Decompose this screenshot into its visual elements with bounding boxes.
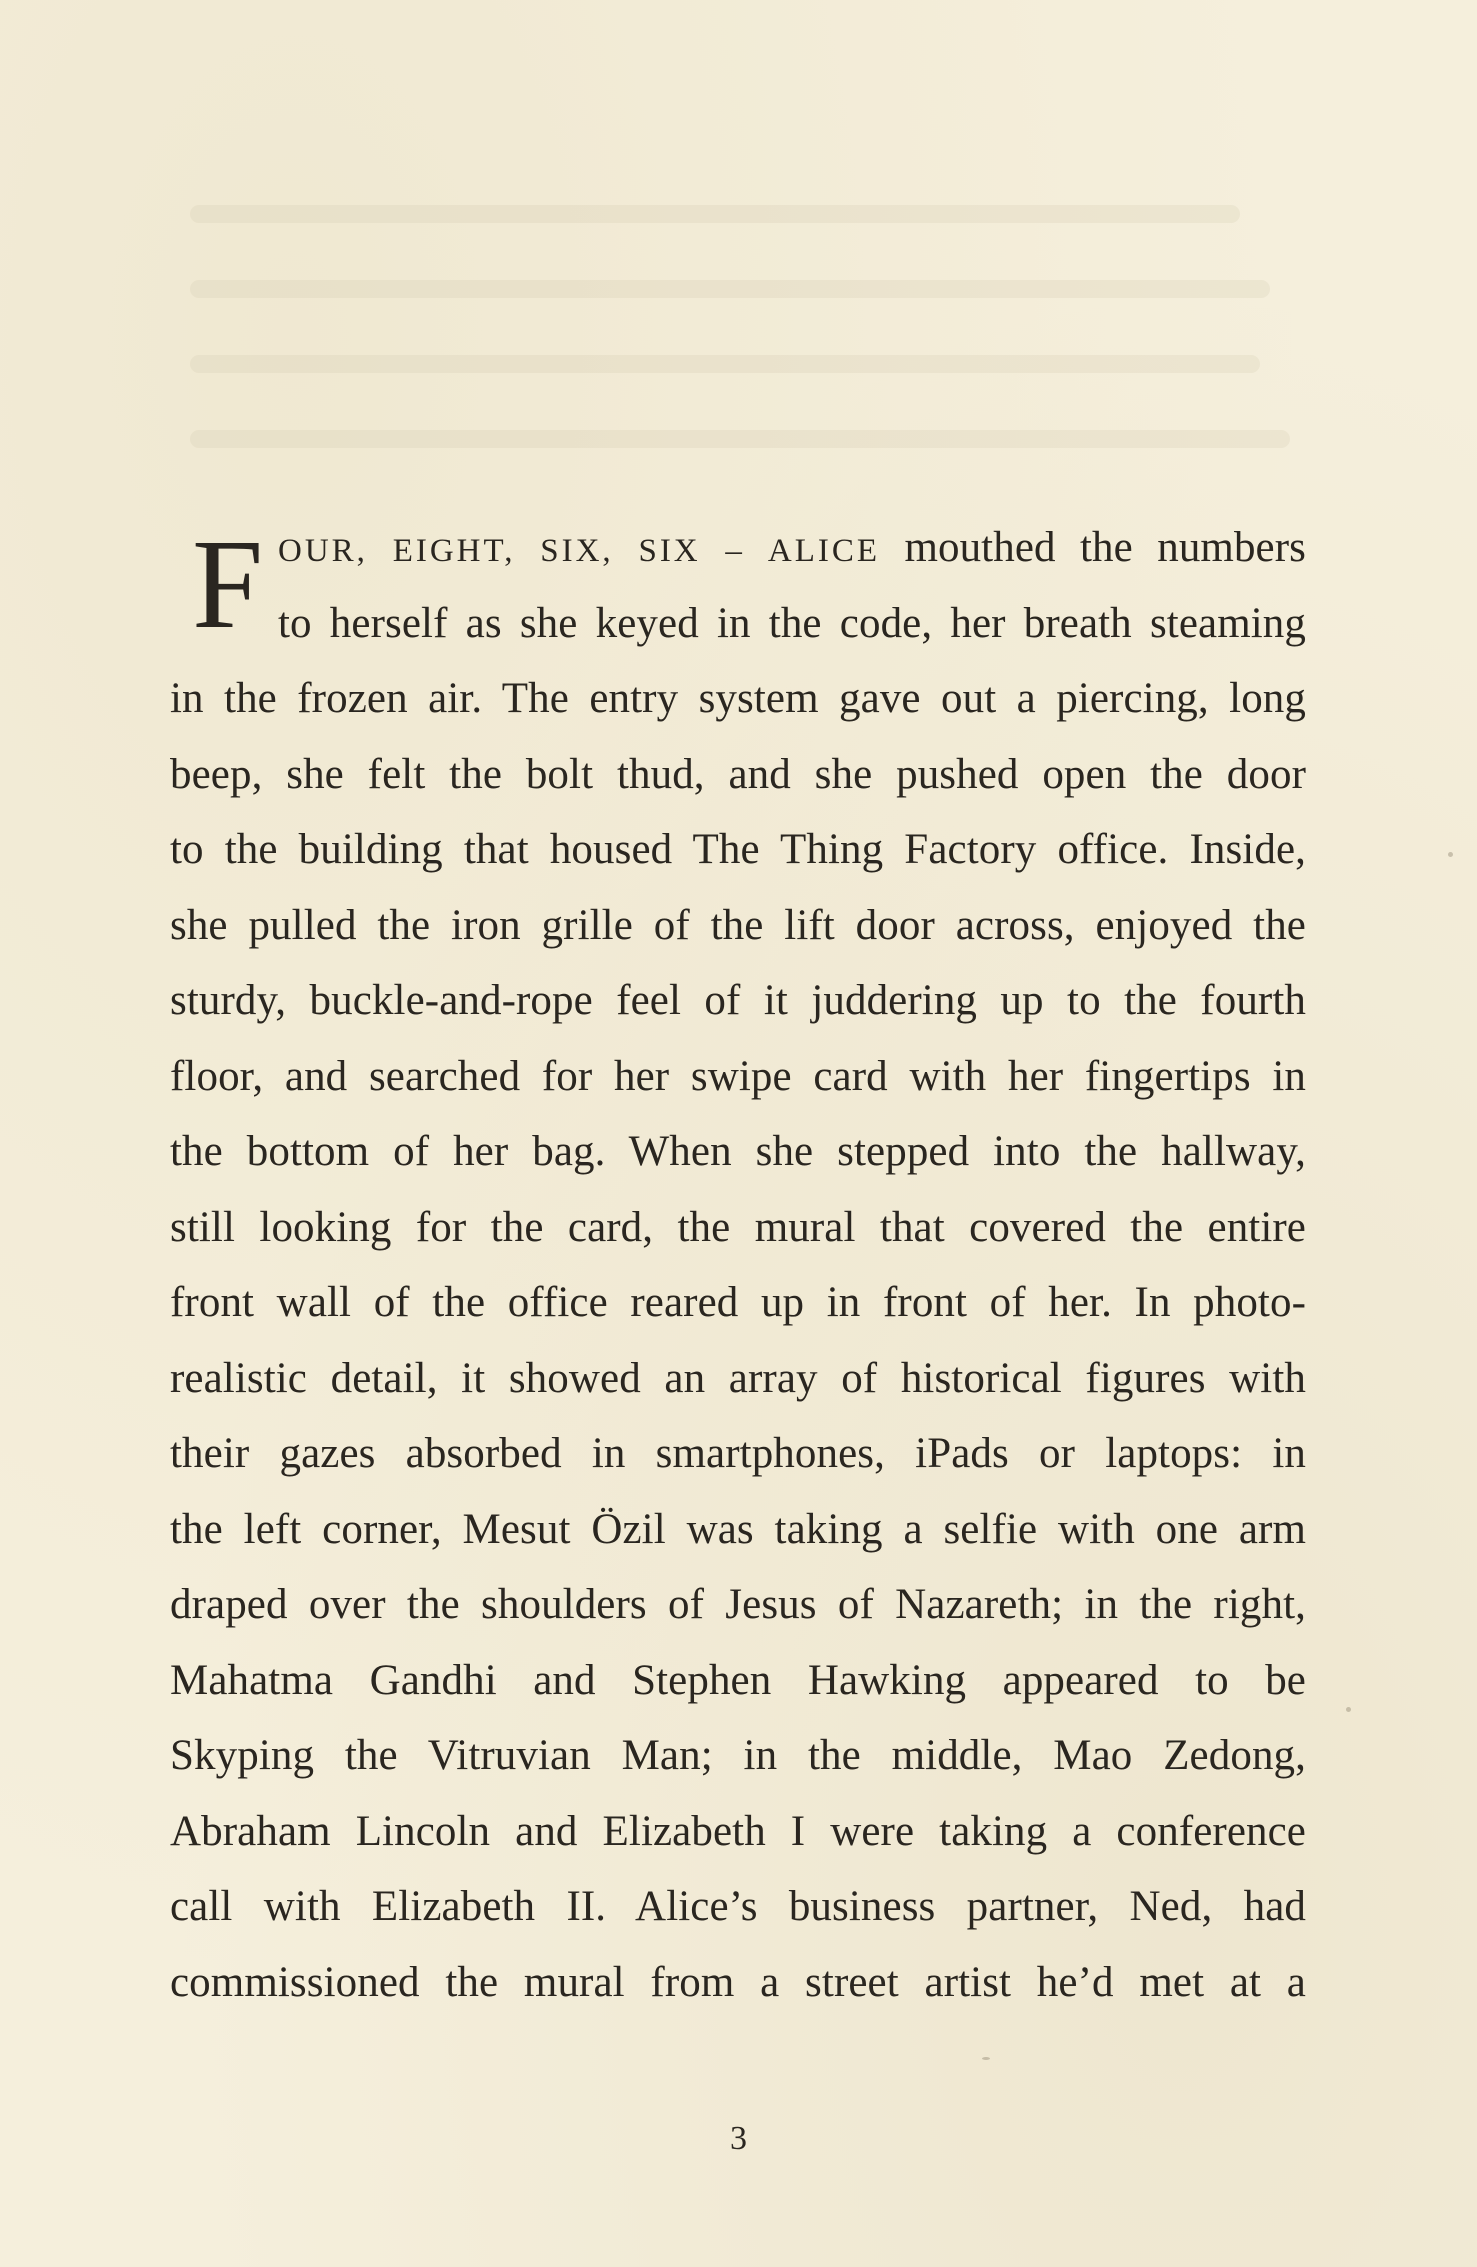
text-line: front wall of the office reared up in front of her. In photo- [170, 1279, 1306, 1326]
text-line-opening [170, 510, 1306, 586]
text-line: to the building that housed The Thing Factory office. Inside, [170, 826, 1306, 873]
opening-smallcaps: OUR, EIGHT, SIX, SIX – ALICE [278, 533, 881, 569]
text-line: the left corner, Mesut Özil was taking a selfie with one arm [170, 1505, 1306, 1553]
text-line: Abraham Lincoln and Elizabeth I were taking a conference [170, 1807, 1306, 1855]
show-through-line [190, 430, 1290, 448]
text-line: call with Elizabeth II. Alice’s business partner, Ned, had [170, 1883, 1306, 1930]
text-line: the bottom of her bag. When she stepped into the hallway, [170, 1128, 1306, 1175]
text-line: she pulled the iron grille of the lift door across, enjoyed the [170, 901, 1306, 949]
page-number: 3 [730, 2120, 747, 2157]
show-through-line [190, 280, 1270, 298]
text-line: their gazes absorbed in smartphones, iPads or laptops: in [170, 1430, 1306, 1477]
text-line: in the frozen air. The entry system gave out a piercing, long [170, 675, 1306, 722]
text-line: realistic detail, it showed an array of historical figures with [170, 1354, 1306, 1402]
text-line: sturdy, buckle-and-rope feel of it juddering up to the fourth [170, 977, 1306, 1024]
body-text [170, 510, 1306, 2020]
show-through-line [190, 205, 1240, 223]
show-through-line [190, 355, 1260, 373]
paper-speck [1346, 1707, 1351, 1712]
text-line: floor, and searched for her swipe card with her fingertips in [170, 1052, 1306, 1100]
drop-cap: F [192, 513, 264, 655]
text-line: beep, she felt the bolt thud, and she pushed open the door [170, 750, 1306, 798]
text-line: still looking for the card, the mural that covered the entire [170, 1203, 1306, 1251]
text-line: Mahatma Gandhi and Stephen Hawking appeared to be [170, 1656, 1306, 1704]
text-line: draped over the shoulders of Jesus of Nazareth; in the right, [170, 1581, 1306, 1628]
text-line: mouthed the numbers [904, 524, 1307, 571]
text-line: to herself as she keyed in the code, her breath steaming [278, 599, 1306, 647]
text-line: commissioned the mural from a street artist he’d met at a [170, 1958, 1306, 2006]
text-line: Skyping the Vitruvian Man; in the middle, Mao Zedong, [170, 1732, 1306, 1779]
paper-speck [982, 2057, 990, 2060]
paper-speck [1448, 852, 1453, 857]
